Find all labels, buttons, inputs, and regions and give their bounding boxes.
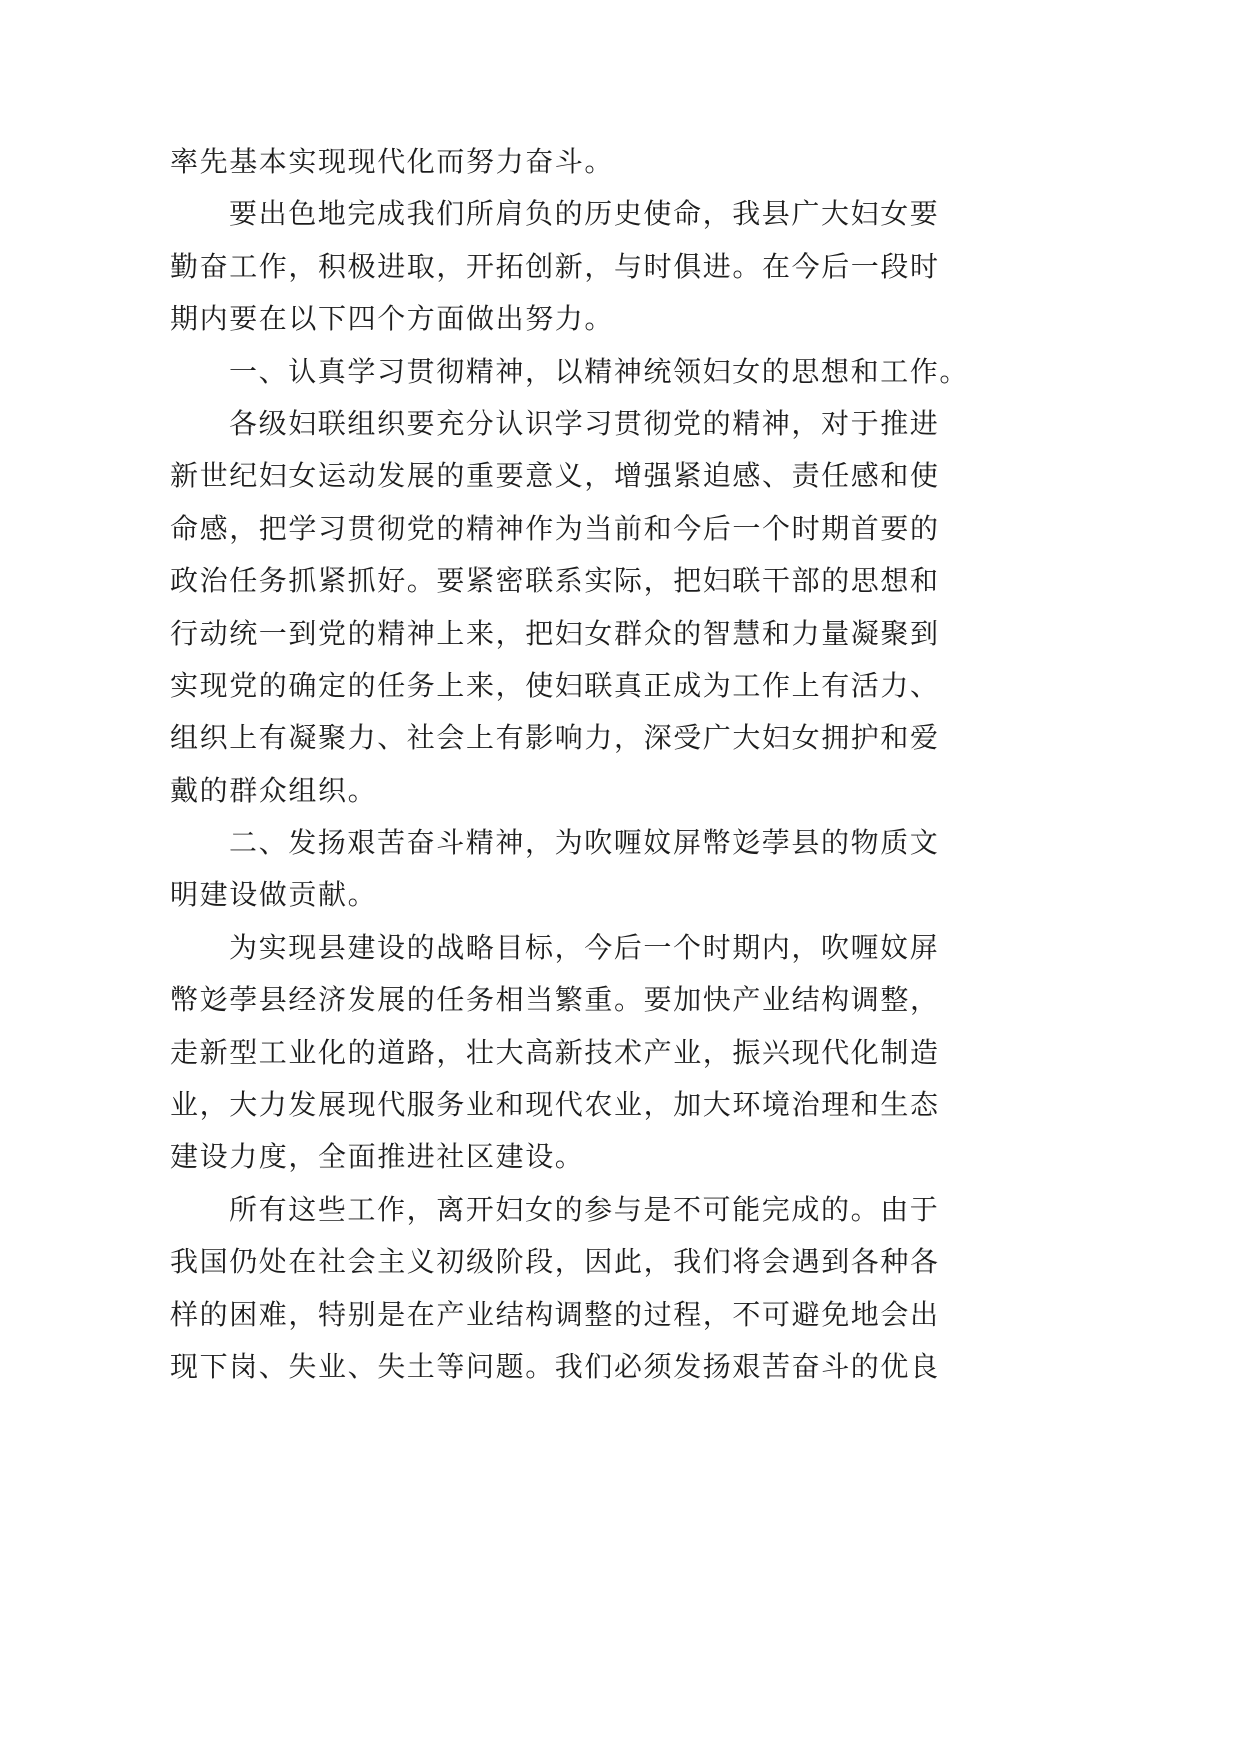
paragraph <box>170 922 960 1184</box>
text-line: 现下岗、失业、失土等问题。我们必须发扬艰苦奋斗的优良 <box>170 1349 940 1383</box>
text-line: 新世纪妇女运动发展的重要意义，增强紧迫感、责任感和使 <box>170 459 940 493</box>
text-line: 一、认真学习贯彻精神，以精神统领妇女的思想和工作。 <box>229 354 970 388</box>
text-line: 所有这些工作，离开妇女的参与是不可能完成的。由于 <box>229 1192 940 1226</box>
paragraph <box>170 188 960 345</box>
section-heading <box>170 346 970 398</box>
body-text <box>170 136 970 1393</box>
paragraph <box>170 1184 960 1394</box>
text-line: 期内要在以下四个方面做出努力。 <box>170 302 615 336</box>
text-line: 各级妇联组织要充分认识学习贯彻党的精神，对于推进 <box>229 406 940 440</box>
text-line: 命感，把学习贯彻党的精神作为当前和今后一个时期首要的 <box>170 511 940 545</box>
text-line: 走新型工业化的道路，壮大高新技术产业，振兴现代化制造 <box>170 1035 940 1069</box>
text-line: 业，大力发展现代服务业和现代农业，加大环境治理和生态 <box>170 1088 940 1122</box>
text-line: 我国仍处在社会主义初级阶段，因此，我们将会遇到各种各 <box>170 1245 940 1279</box>
section-heading <box>170 817 960 922</box>
text-line: 行动统一到党的精神上来，把妇女群众的智慧和力量凝聚到 <box>170 616 940 650</box>
text-line: 二、发扬艰苦奋斗精神，为吹喱妏屏幣彣荸县的物质文 <box>229 826 940 860</box>
text-line: 戴的群众组织。 <box>170 773 378 807</box>
text-line: 实现党的确定的任务上来，使妇联真正成为工作上有活力、 <box>170 668 940 702</box>
text-line: 建设力度，全面推进社区建设。 <box>170 1140 585 1174</box>
text-line: 政治任务抓紧抓好。要紧密联系实际，把妇联干部的思想和 <box>170 564 940 598</box>
text-line: 勤奋工作，积极进取，开拓创新，与时俱进。在今后一段时 <box>170 249 940 283</box>
paragraph <box>170 398 960 817</box>
text-line: 要出色地完成我们所肩负的历史使命，我县广大妇女要 <box>229 197 940 231</box>
text-line: 幣彣荸县经济发展的任务相当繁重。要加快产业结构调整， <box>170 983 940 1017</box>
text-line: 明建设做贡献。 <box>170 878 378 912</box>
text-line: 组织上有凝聚力、社会上有影响力，深受广大妇女拥护和爱 <box>170 721 940 755</box>
text-line: 率先基本实现现代化而努力奋斗。 <box>170 145 615 178</box>
text-line: 样的困难，特别是在产业结构调整的过程，不可避免地会出 <box>170 1297 940 1331</box>
text-line: 为实现县建设的战略目标，今后一个时期内，吹喱妏屏 <box>229 930 940 964</box>
paragraph <box>170 136 960 188</box>
